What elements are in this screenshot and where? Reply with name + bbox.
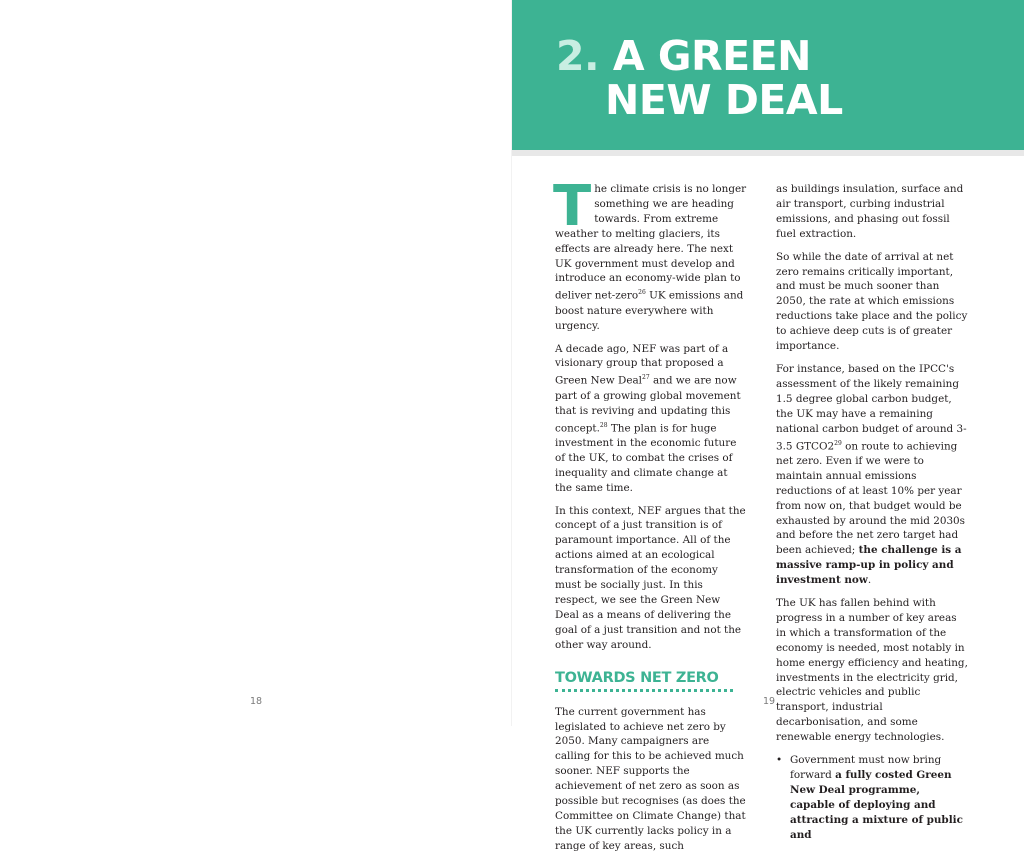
paragraph-date-of-arrival: So while the date of arrival at net zero remains critically important, and must be much sooner than 2050, the rate at which emissions reductions take place and the policy to achieve deep cuts is of greater importance. [776, 250, 968, 353]
paragraph-continuation: as buildings insulation, surface and air transport, curbing industrial emissions, and phasing out fossil fuel extraction. [776, 183, 964, 240]
chapter-number: 2. [556, 32, 600, 80]
paragraph-green-new-deal [555, 342, 747, 496]
paragraph-carbon-budget [776, 362, 968, 588]
paragraph-net-zero: The current government has legislated to achieve net zero by 2050. Many campaigners are calling for this to be achieved much sooner. NEF supports the achievement of net zero as soon as possible but recognises (as does the Committee on Climate Change) that the UK currently lacks policy in a range of key areas, such [555, 705, 746, 852]
intro-paragraph [553, 174, 747, 334]
paragraph-uk-progress: The UK has fallen behind with progress in a number of key areas in which a transformation of the economy is needed, most notably in home energy efficiency and heating, investments in the electricity grid, electric vehicles and public transport, industrial decarbonisation, and some renewable energy technologies. [776, 597, 968, 744]
intro-text-end: UK emissions and boost nature everywhere with urgency. [555, 289, 744, 332]
intro-text: he climate crisis is no longer something we are heading towards. From extreme weather to melting glaciers, its effects are already here. The next UK government must develop and introduce an economy-wide plan to deliver net-zero [555, 183, 747, 302]
page-number-right: 19 [763, 696, 776, 707]
para2-text-c: The plan is for huge investment in the economic future of the UK, to combat the crises of inequality and climate change at the same time. [555, 422, 737, 494]
left-page [0, 0, 512, 726]
dotted-divider [555, 689, 733, 696]
right-page [512, 0, 1024, 852]
page-number-left: 18 [250, 696, 263, 707]
paragraph-just-transition: In this context, NEF argues that the concept of a just transition is of paramount importance. All of the actions aimed at an ecological transformation of the economy must be socially just. In this respect, we see the Green New Deal as a means of delivering the goal of a just transition and not the other way around. [555, 504, 746, 651]
title-banner [512, 0, 1024, 150]
para3-bold-text: the challenge is a massive ramp-up in policy and investment now [776, 544, 962, 587]
chapter-title-line2: NEW DEAL [605, 76, 843, 124]
footnote-ref: 26 [638, 289, 646, 297]
text-column-left [553, 174, 747, 862]
para2-text-a: A decade ago, NEF was part of a visionary group that proposed a Green New Deal [555, 342, 729, 387]
bullet-item [776, 753, 968, 842]
para3-text-a: For instance, based on the IPCC's assessment of the likely remaining 1.5 degree global carbon budget, the UK may have a remaining national carbon budget of around 3-3.5 GTCO2 [776, 362, 967, 452]
bullet-text [790, 753, 968, 842]
bullet-text-bold: a fully costed Green New Deal programme, capable of deploying and attracting a mixture of public and [790, 769, 963, 841]
chapter-title [556, 34, 843, 122]
para2-text-b: and we are now part of a growing global movement that is reviving and updating this concept. [555, 374, 741, 434]
bullet-text-plain: Government must now bring forward [790, 754, 942, 781]
drop-cap: T [553, 174, 592, 239]
section-heading-towards-net-zero: TOWARDS NET ZERO [555, 669, 719, 686]
footnote-ref: 29 [834, 439, 842, 447]
banner-rule [512, 150, 1024, 156]
para3-text-end: . [867, 574, 872, 587]
footnote-ref: 28 [599, 421, 608, 429]
para3-text-b: on route to achieving net zero. Even if we were to maintain annual emissions reductions of at least 10% per year from now on, that budget would be exhausted by around the mid 2030s and before the net zero target had been achieved; [776, 439, 966, 557]
footnote-ref: 27 [642, 374, 650, 382]
text-column-right [776, 182, 968, 843]
bullet-marker: • [776, 754, 783, 767]
chapter-title-line1: A GREEN [612, 32, 811, 80]
